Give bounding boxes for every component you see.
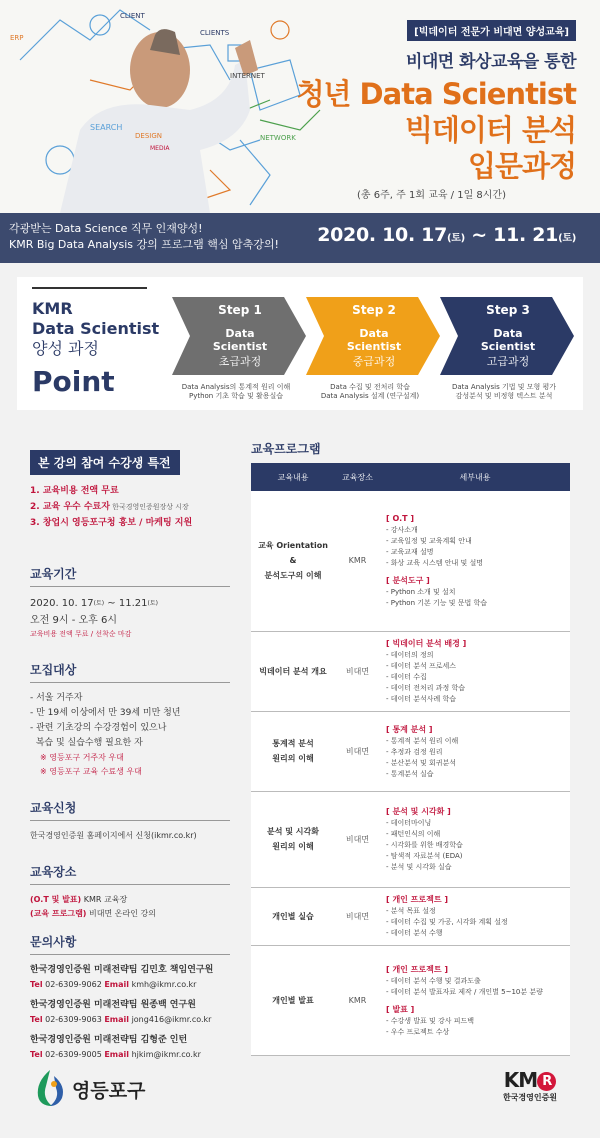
table-row	[251, 887, 570, 945]
board-word: CLIENT	[120, 12, 145, 20]
divider	[30, 884, 230, 885]
date-end: 11. 21	[493, 224, 559, 246]
kmr-name: 한국경영인증원	[502, 1093, 558, 1102]
detail-group-title: [ 발표 ]	[386, 1004, 415, 1014]
period-start-day: (토)	[93, 600, 105, 607]
period-note: 교육비용 전액 무료 / 선착순 마감	[30, 630, 132, 638]
hero-tag: [빅데이터 전문가 비대면 양성교육]	[407, 20, 576, 41]
divider	[32, 287, 147, 289]
contact-name: 한국경영인증원 미래전략팀 김형준 인턴	[30, 1035, 188, 1045]
step-level: 중급과정	[352, 355, 396, 368]
end-day: (토)	[558, 233, 576, 244]
step-title: Step 2	[352, 303, 396, 317]
detail-item: - 분석 및 시각화 실습	[386, 863, 452, 871]
benefit-text: 3. 창업시 영등포구청 홍보 / 마케팅 지원	[30, 518, 193, 528]
contact-email[interactable]: hjkim@ikmr.co.kr	[131, 1050, 201, 1059]
point-heading	[32, 287, 167, 398]
program-title: 교육프로그램	[251, 442, 321, 456]
step-name	[312, 327, 436, 353]
list-item: 복습 및 실습수행 필요한 자	[30, 738, 143, 748]
apply-section	[30, 799, 240, 843]
detail-item: - 교육일정 및 교육계획 안내	[386, 537, 472, 546]
step-desc2: 감성분석 및 비정형 텍스트 분석	[455, 392, 553, 400]
content-line: 원리의 이해	[272, 842, 314, 851]
band-line2: KMR Big Data Analysis 강의 프로그램 핵심 압축강의!	[9, 238, 279, 251]
list-item: - 관련 기초강의 수강경험이 있으나	[30, 723, 167, 733]
detail-group-title: [ 분석도구 ]	[386, 576, 430, 586]
step-3	[440, 297, 574, 400]
board-word: SEARCH	[90, 123, 123, 132]
detail-item: - 수강생 발표 및 강사 피드백	[386, 1016, 475, 1025]
content-line: 개인별 실습	[272, 911, 314, 921]
place-line	[30, 893, 240, 907]
section-title: 교육기간	[30, 567, 77, 581]
target-note: ※ 영등포구 거주자 우대	[40, 753, 124, 762]
step-desc2: Python 기초 학습 및 활용실습	[188, 392, 284, 400]
step-1	[172, 297, 306, 400]
hero-note: (총 6주, 주 1회 교육 / 1일 8시간)	[357, 190, 506, 201]
apply-text: 한국경영인증원 홈페이지에서 신청(ikmr.co.kr)	[30, 831, 197, 840]
table-row	[251, 631, 570, 711]
detail-group-title: [ O.T ]	[386, 514, 415, 524]
step-name2: Scientist	[212, 340, 268, 353]
cell-place: 비대면	[335, 887, 380, 945]
program-section	[251, 440, 570, 1056]
step-desc	[172, 383, 300, 401]
contact-email[interactable]: kmh@ikmr.co.kr	[131, 980, 197, 989]
cell-content	[251, 887, 335, 945]
table-header-row	[251, 463, 570, 491]
cell-content	[251, 491, 335, 631]
kmr-r: R	[537, 1072, 556, 1091]
detail-item: - Python 소개 및 설치	[386, 588, 456, 597]
benefit-text: 2. 교육 우수 수료자	[30, 502, 110, 512]
point-ds: Data Scientist	[32, 319, 160, 338]
section-title: 모집대상	[30, 663, 77, 677]
detail-group-title: [ 개인 프로젝트 ]	[386, 895, 449, 904]
list-item: - 서울 거주자	[30, 693, 83, 703]
point-word: Point	[32, 365, 115, 398]
contact-info	[30, 978, 240, 992]
band-text	[9, 221, 279, 253]
detail-item: - 데이터 분석 수행	[386, 929, 443, 937]
detail-item: - 통계분석 실습	[386, 769, 434, 778]
cell-place: KMR	[335, 491, 380, 631]
content-line: 분석도구의 이해	[264, 571, 322, 581]
yeongdeungpo-logo	[30, 1068, 170, 1108]
step-title: Step 3	[486, 303, 530, 317]
contact-email[interactable]: jong416@ikmr.co.kr	[131, 1015, 212, 1024]
hero-title-line2: 빅데이터 분석	[404, 113, 576, 147]
detail-item: - 데이터 분석 수행 및 결과도출	[386, 976, 481, 985]
list-item	[30, 499, 240, 515]
detail-item: - 화상 교육 시스템 안내 및 설명	[386, 559, 484, 568]
board-word: DESIGN	[135, 132, 162, 140]
content-line: 원리의 이해	[272, 754, 314, 763]
step-title: Step 1	[218, 303, 262, 317]
date-start: 2020. 10. 17	[317, 224, 448, 246]
place-text: 비대면 온라인 강의	[86, 909, 156, 918]
program-table	[251, 463, 570, 1056]
promo-band	[0, 213, 600, 263]
table-row	[251, 491, 570, 631]
content-line: &	[289, 556, 297, 566]
detail-group-title: [ 통계 분석 ]	[386, 724, 433, 734]
start-day: (토)	[447, 233, 465, 244]
kmr-logo	[490, 1068, 570, 1112]
detail-item: - 교육교재 설명	[386, 548, 434, 557]
detail-group-title: [ 분석 및 시각화 ]	[386, 807, 451, 816]
contact-section	[30, 933, 240, 1062]
cell-place: 비대면	[335, 791, 380, 887]
info-column	[30, 450, 240, 1068]
period-time: 오전 9시 - 오후 6시	[30, 615, 118, 626]
period-start: 2020. 10. 17	[30, 598, 94, 609]
hero-title	[256, 76, 576, 184]
band-line1: 각광받는 Data Science 직무 인재양성!	[9, 222, 203, 235]
contact-info	[30, 1013, 240, 1027]
contact-info	[30, 1048, 240, 1062]
column-header: 교육장소	[335, 463, 380, 491]
divider	[30, 820, 230, 821]
list-item: - 만 19세 이상에서 만 39세 미만 청년	[30, 708, 181, 718]
step-name1: Data	[493, 327, 523, 340]
point-kmr: KMR	[32, 299, 73, 318]
cell-details	[380, 491, 570, 631]
board-word: INTERNET	[230, 72, 265, 80]
divider	[30, 682, 230, 683]
cell-place: KMR	[335, 945, 380, 1055]
detail-item: - 패턴인식의 이해	[386, 830, 441, 838]
program-body	[251, 491, 570, 1055]
tel-label: Tel	[30, 980, 43, 989]
yeongdeungpo-emblem-icon	[30, 1068, 68, 1108]
period-dates	[30, 595, 240, 612]
detail-item: - 강사소개	[386, 526, 418, 535]
cell-details	[380, 631, 570, 711]
contact-name: 한국경영인증원 미래전략팀 원종백 연구원	[30, 1000, 196, 1010]
divider	[30, 586, 230, 587]
list-item	[30, 515, 240, 531]
detail-item: - 시각화를 위한 배경학습	[386, 841, 463, 849]
cell-content	[251, 791, 335, 887]
detail-item: - 통계적 분석 원리 이해	[386, 736, 459, 745]
step-desc1: Data Analysis의 통계적 원리 이해	[181, 383, 291, 391]
cell-content	[251, 945, 335, 1055]
tel-label: Tel	[30, 1015, 43, 1024]
detail-item: - 데이터 수집 및 가공, 시각화 계획 설정	[386, 918, 508, 926]
place-label: (O.T 및 발표)	[30, 895, 82, 904]
section-title: 교육장소	[30, 865, 77, 879]
step-name1: Data	[359, 327, 389, 340]
kmr-text: KM	[503, 1068, 538, 1092]
board-word: NETWORK	[260, 134, 296, 142]
detail-item: - 추정과 검정 원리	[386, 747, 443, 756]
place-text: KMR 교육장	[81, 895, 128, 904]
cell-details	[380, 887, 570, 945]
step-name	[178, 327, 302, 353]
place-section	[30, 863, 240, 921]
contact-tel: 02-6309-9063	[45, 1015, 102, 1024]
detail-item: - 탐색적 자료분석 (EDA)	[386, 852, 463, 860]
target-section	[30, 661, 240, 779]
step-level: 초급과정	[218, 355, 262, 368]
benefit-note: 한국경영인증원장상 시장	[109, 503, 189, 511]
period-end: ~ 11.21	[104, 598, 148, 609]
board-word: CLIENTS	[200, 29, 230, 37]
detail-item: - 데이터마이닝	[386, 819, 432, 827]
content-line: 빅데이터 분석 개요	[259, 666, 327, 676]
step-desc	[306, 383, 434, 401]
benefit-list	[30, 483, 240, 531]
divider	[30, 954, 230, 955]
cell-content	[251, 711, 335, 791]
step-name1: Data	[225, 327, 255, 340]
benefit-text: 1. 교육비용 전액 무료	[30, 486, 119, 496]
period-end-day: (토)	[147, 600, 158, 607]
step-2	[306, 297, 440, 400]
section-title: 문의사항	[30, 935, 77, 949]
step-desc2: Data Analysis 설계 (연구설계)	[320, 392, 420, 400]
step-list	[172, 297, 572, 407]
detail-group-title: [ 개인 프로젝트 ]	[386, 964, 449, 974]
step-desc	[440, 383, 568, 401]
detail-item: - 데이터의 정의	[386, 651, 434, 659]
kmr-mark	[490, 1068, 570, 1092]
yeongdeungpo-name: 영등포구	[72, 1080, 146, 1102]
date-separator: ~	[464, 224, 494, 246]
target-note: ※ 영등포구 교육 수료생 우대	[40, 767, 142, 776]
content-line: 교육 Orientation	[258, 541, 328, 551]
tel-label: Tel	[30, 1050, 43, 1059]
cell-details	[380, 791, 570, 887]
contact-tel: 02-6309-9005	[45, 1050, 102, 1059]
column-header: 교육내용	[251, 463, 335, 491]
detail-item: - 분석 목표 설정	[386, 907, 436, 915]
detail-item: - 분산분석 및 회귀분석	[386, 758, 457, 767]
email-label: Email	[104, 1015, 130, 1024]
content-line: 통계적 분석	[272, 739, 314, 748]
hero-banner	[0, 0, 600, 213]
band-date	[317, 224, 576, 246]
detail-group-title: [ 빅데이터 분석 배경 ]	[386, 639, 467, 648]
hero-title-line1: 청년 Data Scientist	[296, 77, 576, 111]
step-desc1: Data Analysis 기법 및 모형 평가	[451, 383, 556, 391]
detail-item: - 데이터 수집	[386, 673, 427, 681]
place-label: (교육 프로그램)	[30, 909, 87, 918]
board-word: ERP	[10, 34, 24, 42]
hero-text	[256, 20, 576, 201]
table-row	[251, 791, 570, 887]
email-label: Email	[104, 1050, 130, 1059]
board-word: MEDIA	[150, 145, 170, 152]
detail-item: - 데이터 분석 발표자료 제작 / 개인별 5~10분 분량	[386, 987, 543, 996]
benefit-title: 본 강의 참여 수강생 특전	[30, 450, 180, 475]
table-row	[251, 711, 570, 791]
step-name	[446, 327, 570, 353]
cell-content	[251, 631, 335, 711]
table-row	[251, 945, 570, 1055]
content-line: 개인별 발표	[272, 995, 314, 1005]
detail-item: - 데이터 분석사례 학습	[386, 695, 457, 703]
point-panel	[17, 277, 583, 410]
step-desc1: Data 수집 및 전처리 학습	[330, 383, 410, 391]
email-label: Email	[104, 980, 130, 989]
content-line: 분석 및 시각화	[267, 827, 319, 836]
hero-subtitle: 비대면 화상교육을 통한	[405, 52, 576, 72]
detail-item: - 우수 프로젝트 수상	[386, 1027, 450, 1036]
step-name2: Scientist	[480, 340, 536, 353]
contact-name: 한국경영인증원 미래전략팀 김민호 책임연구원	[30, 965, 214, 975]
step-name2: Scientist	[346, 340, 402, 353]
cell-place: 비대면	[335, 631, 380, 711]
detail-item: - 데이터 전처리 과정 학습	[386, 684, 466, 692]
point-sub: 양성 과정	[32, 339, 99, 358]
step-level: 고급과정	[486, 355, 530, 368]
cell-place: 비대면	[335, 711, 380, 791]
period-section	[30, 565, 240, 639]
contact-tel: 02-6309-9062	[45, 980, 102, 989]
cell-details	[380, 945, 570, 1055]
column-header: 세부내용	[380, 463, 570, 491]
place-line	[30, 907, 240, 921]
hero-title-line3: 입문과정	[467, 149, 576, 183]
detail-item: - 데이터 분석 프로세스	[386, 662, 457, 670]
cell-details	[380, 711, 570, 791]
detail-item: - Python 기본 기능 및 문법 학습	[386, 599, 487, 608]
list-item	[30, 483, 240, 499]
section-title: 교육신청	[30, 801, 77, 815]
